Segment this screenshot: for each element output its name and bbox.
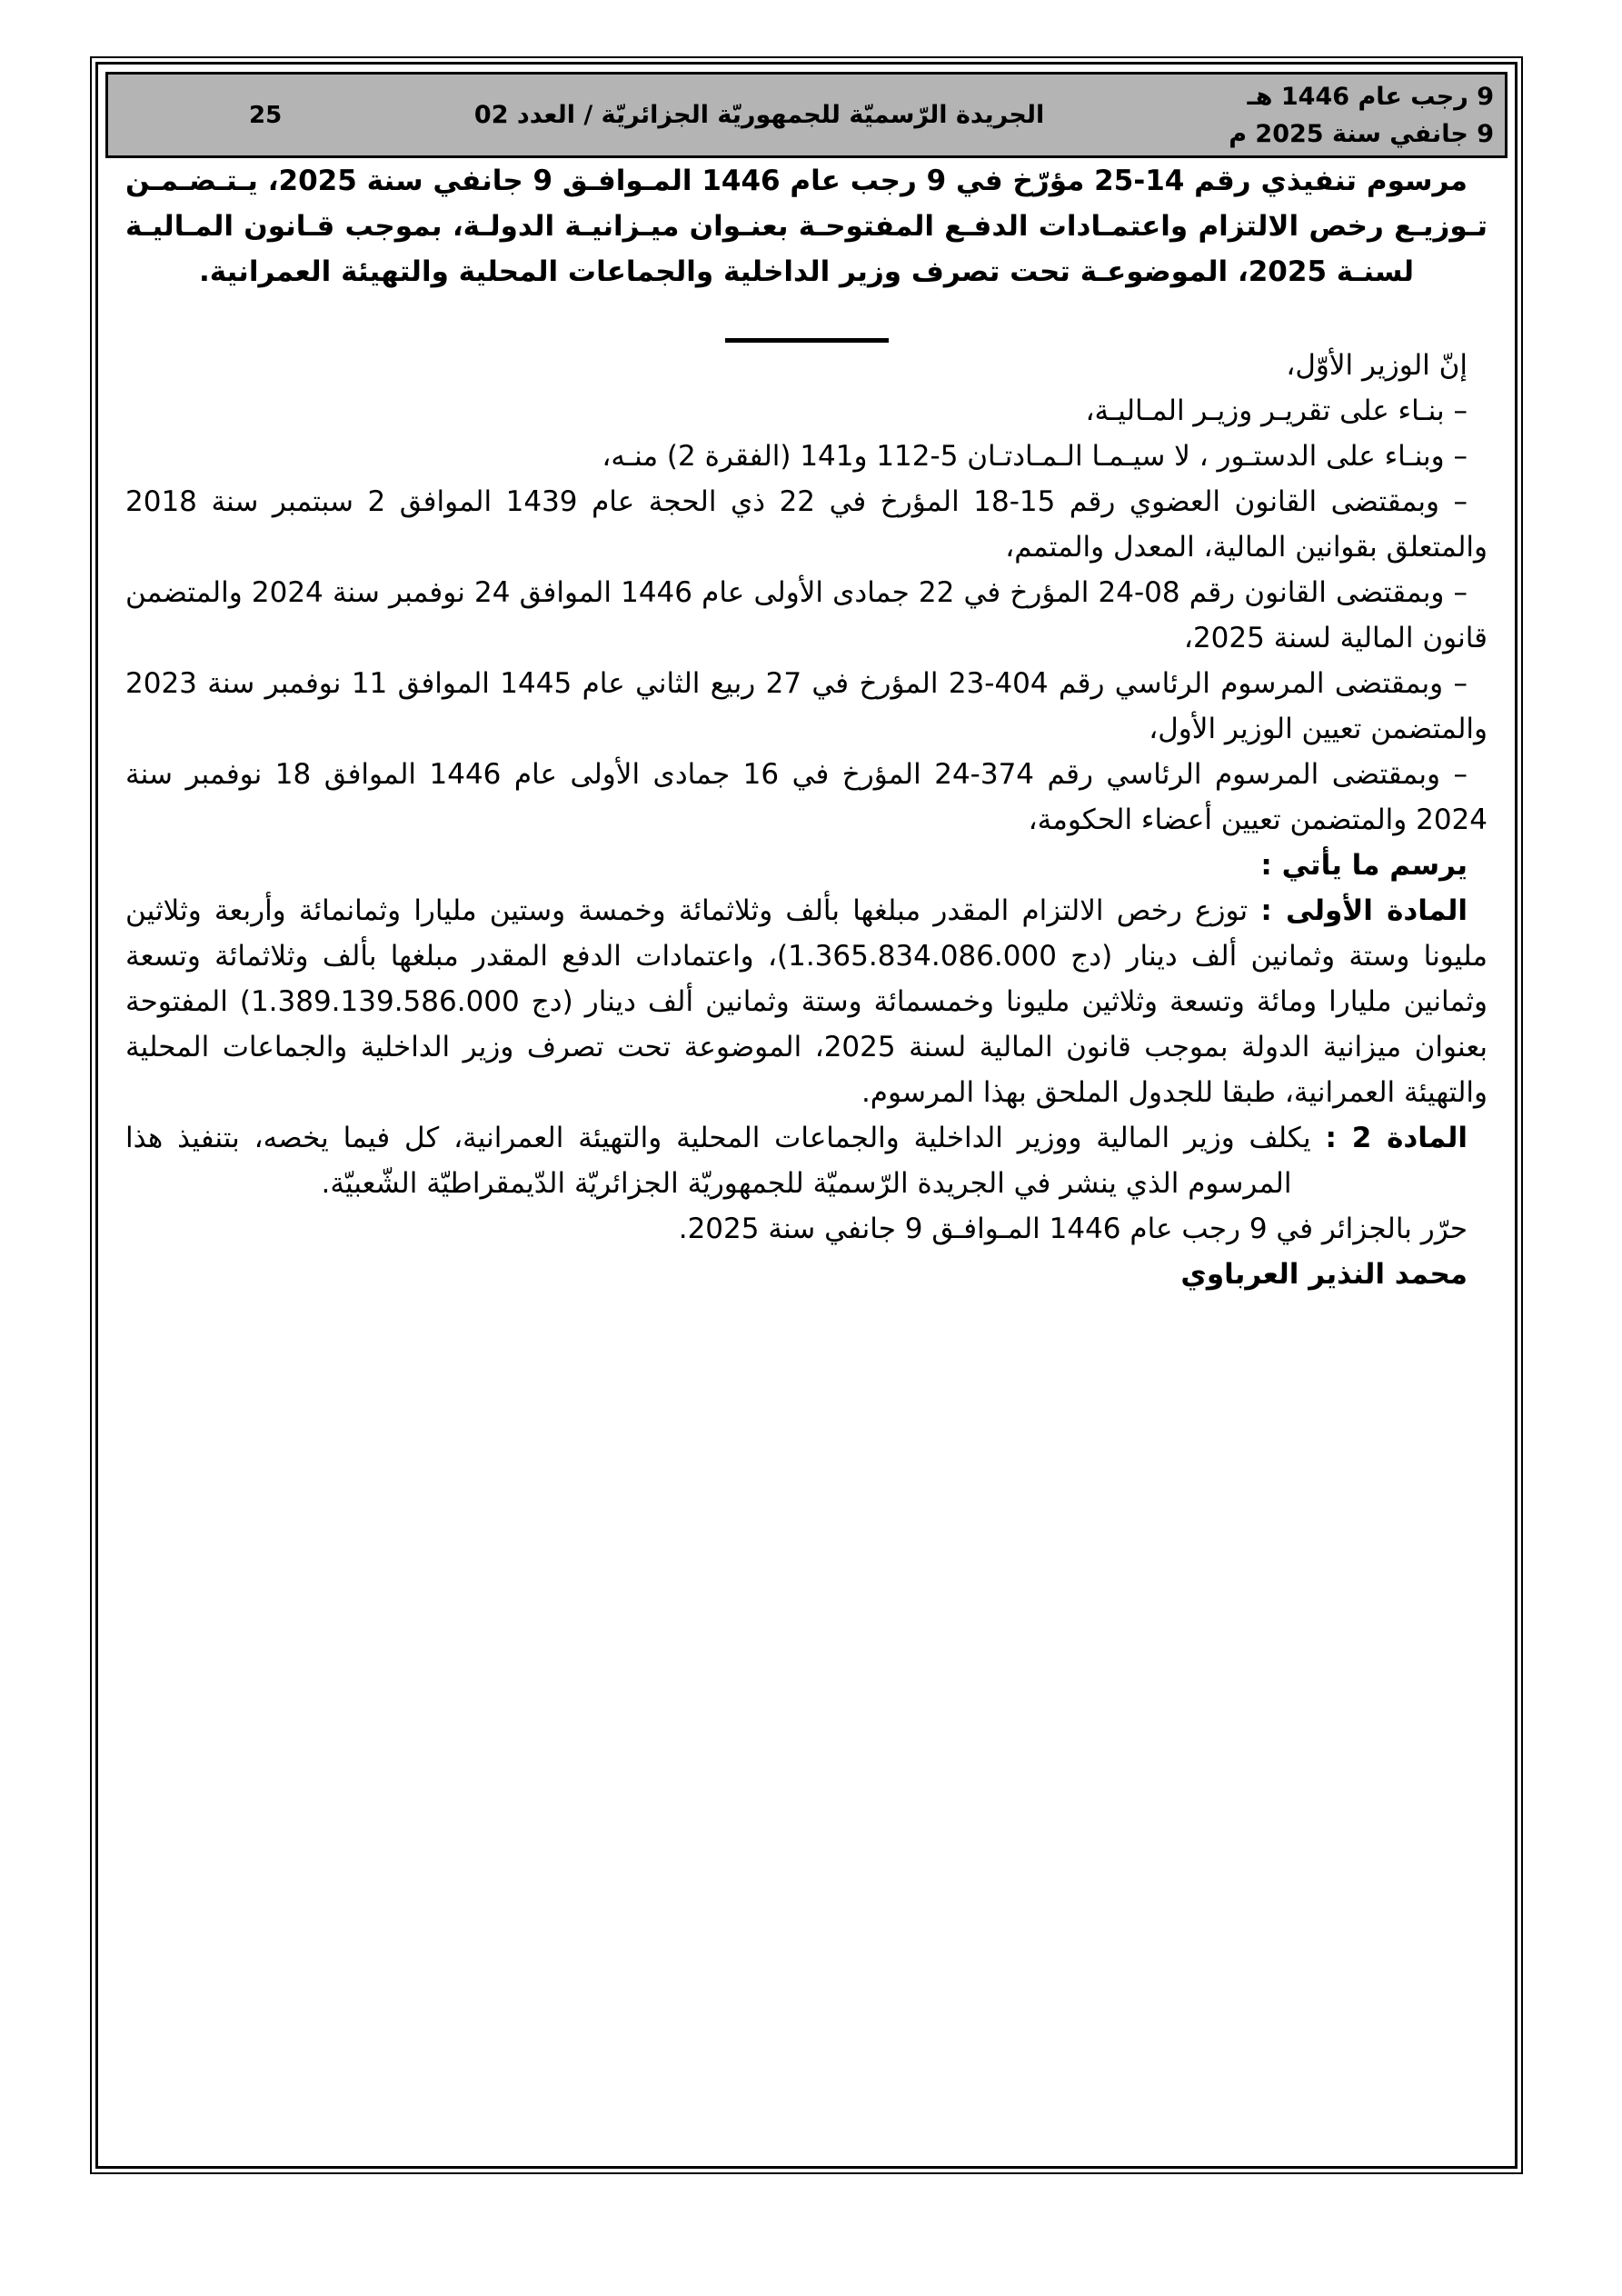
consideration-item: – وبمقتضى القانون رقم 08-24 المؤرخ في 22 جمادى الأولى عام 1446 الموافق 24 نوفمبر سنة 2024 والمتضمن قانون المالية لسنة 2025، <box>125 576 1488 654</box>
consideration-item: – وبمقتضى المرسوم الرئاسي رقم 374-24 المؤرخ في 16 جمادى الأولى عام 1446 الموافق 18 نوفمبر سنة 2024 والمتضمن تعيين أعضاء الحكومة، <box>125 758 1488 836</box>
decree-title: مرسوم تنفيذي رقم 14-25 مؤرّخ في 9 رجب عام 1446 المـوافـق 9 جانفي سنة 2025، يـتـضـمـن تـوزيـع رخص الالتزام واعتمـادات الدفـع المفتوحـة بعنـوان ميـزانيـة الدولـة، بموجب قـانون المـاليـة لسنـة 2025، الموضوعـة تحت تصرف وزير الداخلية والجماعات المحلية والتهيئة العمرانية. <box>125 165 1488 288</box>
article-1-text-3: المفتوحة بعنوان ميزانية الدولة بموجب قانون المالية لسنة 2025، الموضوعة تحت تصرف وزير الداخلية والجماعات المحلية والتهيئة العمرانية، طبقا للجدول الملحق بهذا المرسوم. <box>125 985 1488 1109</box>
header-date-hijri: 9 رجب عام 1446 هـ <box>1247 83 1494 111</box>
header-dates <box>1229 75 1505 155</box>
article-1-text-2: ، واعتمادات الدفع المقدر مبلغها بألف وثلاثمائة وتسعة وثمانين مليارا ومائة وتسعة وثلاثين مليونا وخمسمائة وستة وثمانين ألف دينار <box>125 940 1488 1018</box>
consideration-item: – وبمقتضى المرسوم الرئاسي رقم 404-23 المؤرخ في 27 ربيع الثاني عام 1445 الموافق 11 نوفمبر سنة 2023 والمتضمن تعيين الوزير الأول، <box>125 667 1488 745</box>
article-2-text: يكلف وزير المالية ووزير الداخلية والجماعات المحلية والتهيئة العمرانية، كل فيما يخصه، بتنفيذ هذا المرسوم الذي ينشر في الجريدة الرّسميّة للجمهوريّة الجزائريّة الدّيمقراطيّة الشّعبيّة. <box>125 1122 1326 1200</box>
consideration-item: – وبمقتضى القانون العضوي رقم 15-18 المؤرخ في 22 ذي الحجة عام 1439 الموافق 2 سبتمبر سنة 2018 والمتعلق بقوانين المالية، المعدل والمتمم، <box>125 485 1488 564</box>
journal-title: الجريدة الرّسميّة للجمهوريّة الجزائريّة / العدد 02 <box>473 101 1045 129</box>
decree-opening: إنّ الوزير الأوّل، <box>1286 349 1468 382</box>
article-2 <box>125 1115 1488 1206</box>
article-1-amount-1: (1.365.834.086.000 دج) <box>777 940 1113 973</box>
header-date-gregorian: 9 جانفي سنة 2025 م <box>1229 120 1494 148</box>
page-inner-border <box>95 62 1518 2169</box>
page-border <box>90 56 1523 2174</box>
header-band <box>105 72 1508 158</box>
signature: محمد النذير العرباوي <box>1180 1258 1468 1291</box>
enacting-formula: يرسم ما يأتي : <box>1260 849 1468 882</box>
article-1-label: المادة الأولى : <box>1260 894 1468 927</box>
article-1-text-1: توزع رخص الالتزام المقدر مبلغها بألف وثلاثمائة وخمسة وستين مليارا وثمانمائة وأربعة وثلاثين مليونا وستة وثمانين ألف دينار <box>125 894 1488 973</box>
article-1-amount-2: (1.389.139.586.000 دج) <box>239 985 573 1018</box>
article-1 <box>125 888 1488 1115</box>
consideration-item: – بنـاء على تقريـر وزيـر المـاليـة، <box>1085 394 1468 427</box>
article-2-label: المادة 2 : <box>1325 1122 1468 1154</box>
consideration-item: – وبنـاء على الدستـور ، لا سيـمـا الـمـادتـان 5-112 و141 (الفقرة 2) منـه، <box>602 440 1468 473</box>
page-number: 25 <box>249 101 283 129</box>
decree-body <box>98 158 1515 1297</box>
seal-date: حرّر بالجزائر في 9 رجب عام 1446 المـوافـق 9 جانفي سنة 2025. <box>678 1213 1468 1245</box>
